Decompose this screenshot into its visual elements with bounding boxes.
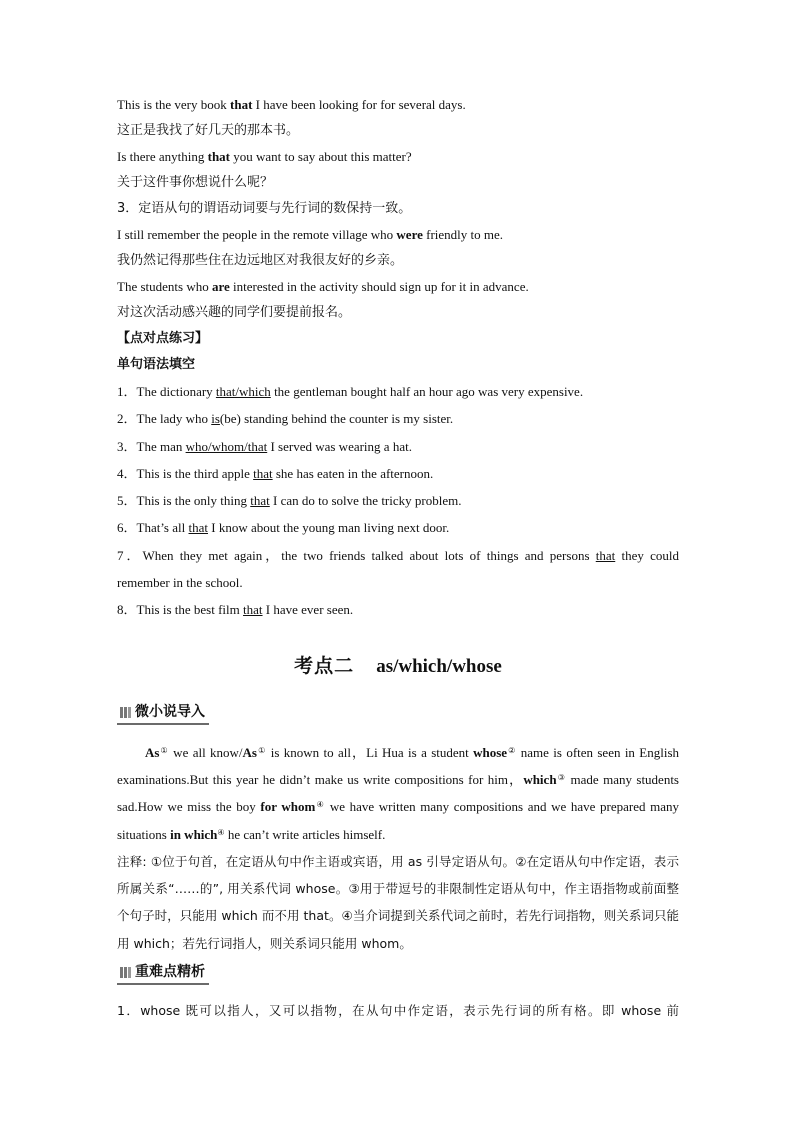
story-paragraph: As① we all know/As① is known to all，Li Hua is a student whose② name is often seen in English examinations.But this year he didn’t make us write compositions for him，which③ made many students sad.How we miss the boy for whom④ we have written many compositions and we have prepared many situations in which④ he can’t write articles himself. bbox=[117, 744, 680, 842]
example-sentence-en: Is there anything that you want to say about this matter? bbox=[117, 149, 412, 164]
analysis-point-1: 1．whose 既可以指人，又可以指物，在从句中作定语，表示先行词的所有格。即 whose 前 bbox=[117, 1003, 679, 1019]
answer: that bbox=[243, 602, 263, 618]
section-title-en: as/which/whose bbox=[376, 655, 502, 677]
exercise-item: 8．This is the best film that I have ever seen. bbox=[117, 602, 354, 618]
example-translation-zh: 对这次活动感兴趣的同学们要提前报名。 bbox=[117, 305, 352, 320]
story-note: 注释: ①位于句首，在定语从句中作主语或宾语，用 as 引导定语从句。②在定语从句中作定语，表示所属关系“……的”, 用关系代词 whose。③用于带逗号的非限制性定语从句中，作主语指物或前面整个句子时，只能用 which 而不用 that。④当介词提到关系代词之前时，若先行词指物，则关系词只能用 which；若先行词指人，则关系词只能用 whom。 bbox=[117, 853, 679, 951]
answer: that bbox=[253, 465, 273, 481]
answer: that bbox=[250, 493, 270, 509]
exercise-item: 5．This is the only thing that I can do to solve the tricky problem. bbox=[117, 493, 462, 509]
section-tag-analysis: 重难点精析 bbox=[117, 962, 209, 985]
practice-subheader: 单句语法填空 bbox=[117, 357, 196, 372]
answer: that bbox=[595, 547, 616, 563]
practice-header: 【点对点练习】 bbox=[117, 331, 209, 346]
bookmark-icon bbox=[119, 705, 131, 719]
page-content bbox=[117, 92, 679, 1024]
exercise-item-continuation: remember in the school. bbox=[117, 575, 243, 591]
example-sentence-en: This is the very book that I have been looking for for several days. bbox=[117, 97, 466, 112]
example-sentence-en: The students who are interested in the activity should sign up for it in advance. bbox=[117, 279, 529, 294]
section-title bbox=[117, 652, 679, 681]
section-title-zh: 考点二 bbox=[294, 654, 355, 677]
exercise-item: 3．The man who/whom/that I served was wearing a hat. bbox=[117, 438, 412, 454]
answer: that/which bbox=[215, 384, 271, 399]
example-translation-zh: 关于这件事你想说什么呢？ bbox=[117, 175, 274, 190]
exercise-item: 6．That’s all that I know about the young man living next door. bbox=[117, 520, 450, 536]
answer: is bbox=[211, 411, 220, 427]
example-sentence-en: I still remember the people in the remote village who were friendly to me. bbox=[117, 227, 504, 242]
exercise-item: 1．The dictionary that/which the gentleman bought half an hour ago was very expensive. bbox=[117, 384, 584, 399]
exercise-item: 4．This is the third apple that she has eaten in the afternoon. bbox=[117, 465, 434, 481]
section-tag-intro: 微小说导入 bbox=[117, 702, 209, 725]
answer: who/whom/that bbox=[185, 438, 268, 454]
bookmark-icon bbox=[119, 965, 131, 979]
exercise-list bbox=[117, 378, 679, 624]
exercise-item: 7．When they met again，the two friends talked about lots of things and persons that they could bbox=[117, 547, 680, 563]
answer: that bbox=[188, 520, 208, 536]
example-translation-zh: 这正是我找了好几天的那本书。 bbox=[117, 123, 300, 138]
example-translation-zh: 我仍然记得那些住在边远地区对我很友好的乡亲。 bbox=[117, 253, 404, 268]
exercise-item: 2．The lady who is(be) standing behind the counter is my sister. bbox=[117, 411, 454, 427]
rule-3: 3．定语从句的谓语动词要与先行词的数保持一致。 bbox=[117, 201, 412, 216]
